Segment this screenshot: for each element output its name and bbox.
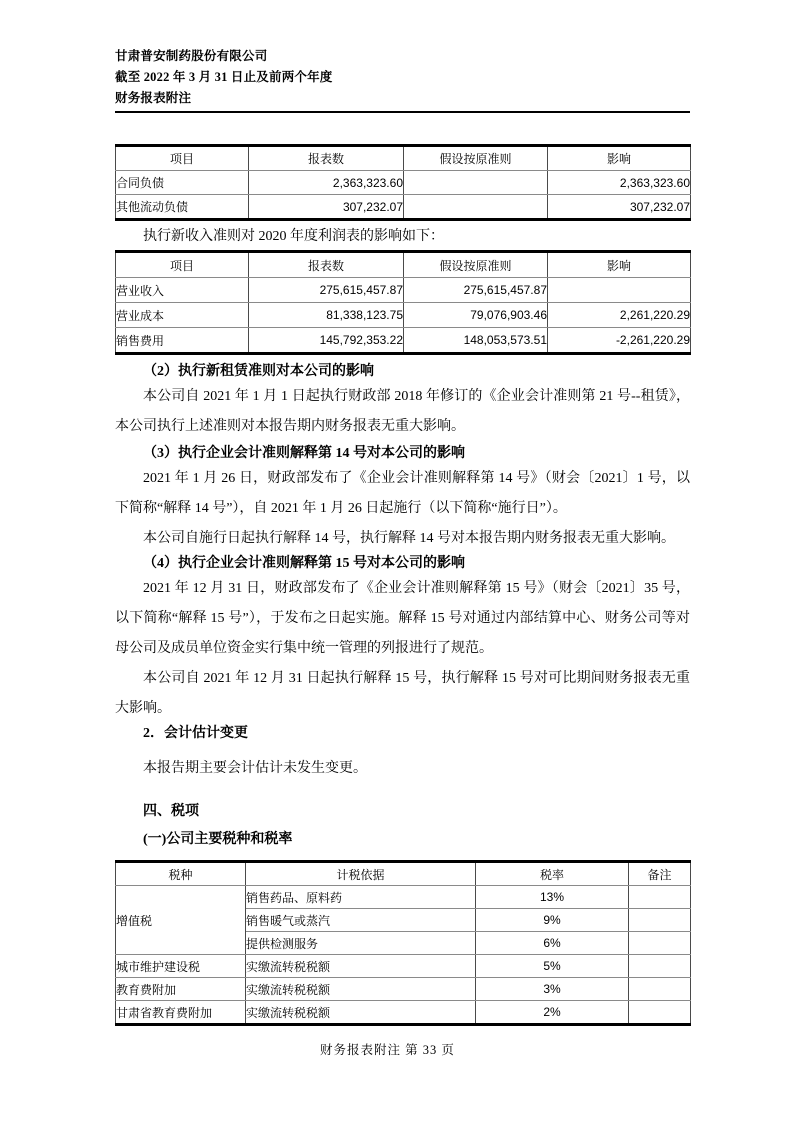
col-header-tax-basis: 计税依据 xyxy=(246,862,476,886)
cell-original: 148,053,573.51 xyxy=(404,328,548,354)
cell-reported: 307,232.07 xyxy=(249,195,404,220)
col-header-reported: 报表数 xyxy=(249,252,404,278)
paragraph-interp15-issue: 2021 年 12 月 31 日，财政部发布了《企业会计准则解释第 15 号》（财会〔2021〕35 号，以下简称“解释 15 号”），于发布之日起实施。解释 15 号对通过内部结算中心、财务公司等对母公司及成员单位资金实行集中统一管理的列报进行了规范。 xyxy=(115,581,690,656)
col-header-impact: 影响 xyxy=(548,146,691,171)
paragraph-interp14-issue: 2021 年 1 月 26 日，财政部发布了《企业会计准则解释第 14 号》（财会〔2021〕1 号，以下简称“解释 14 号”），自 2021 年 1 月 26 日起施行（以下简称“施行日”）。 xyxy=(115,471,690,516)
tax-type: 甘肃省教育费附加 xyxy=(116,1001,246,1025)
tax-rate: 9% xyxy=(476,909,629,932)
table-row xyxy=(116,978,691,1001)
tax-type-vat: 增值税 xyxy=(116,886,246,955)
table-header-row xyxy=(116,862,691,886)
table-header-row xyxy=(116,146,691,171)
tax-note xyxy=(629,909,691,932)
col-header-reported: 报表数 xyxy=(249,146,404,171)
tax-rate: 2% xyxy=(476,1001,629,1025)
tax-basis: 提供检测服务 xyxy=(246,932,476,955)
table-row xyxy=(116,1001,691,1025)
income-impact-table xyxy=(115,250,691,355)
table-row xyxy=(116,303,691,328)
cell-original: 79,076,903.46 xyxy=(404,303,548,328)
tax-basis: 实缴流转税税额 xyxy=(246,955,476,978)
cell-impact: 2,363,323.60 xyxy=(548,171,691,195)
tax-rate: 3% xyxy=(476,978,629,1001)
tax-type: 教育费附加 xyxy=(116,978,246,1001)
row-label: 销售费用 xyxy=(116,328,249,354)
header-rule xyxy=(115,111,690,113)
col-header-tax-type: 税种 xyxy=(116,862,246,886)
cell-original xyxy=(404,171,548,195)
row-label: 合同负债 xyxy=(116,171,249,195)
table-row xyxy=(116,328,691,354)
tax-basis: 实缴流转税税额 xyxy=(246,978,476,1001)
tax-rate: 6% xyxy=(476,932,629,955)
cell-reported: 145,792,353.22 xyxy=(249,328,404,354)
heading-interpretation-15: （4）执行企业会计准则解释第 15 号对本公司的影响 xyxy=(143,556,465,571)
cell-reported: 2,363,323.60 xyxy=(249,171,404,195)
heading-tax-section: 四、税项 xyxy=(143,804,199,819)
tax-note xyxy=(629,978,691,1001)
cell-reported: 275,615,457.87 xyxy=(249,278,404,303)
paragraph-interp14-effect: 本公司自施行日起执行解释 14 号，执行解释 14 号对本报告期内财务报表无重大影响。 xyxy=(143,531,675,546)
heading-accounting-estimate-change: 2．会计估计变更 xyxy=(143,726,248,741)
paragraph-estimate: 本报告期主要会计估计未发生变更。 xyxy=(143,761,367,776)
income-impact-intro: 执行新收入准则对 2020 年度利润表的影响如下： xyxy=(143,229,444,244)
row-label: 营业成本 xyxy=(116,303,249,328)
cell-impact: -2,261,220.29 xyxy=(548,328,691,354)
document-header xyxy=(115,0,690,109)
col-header-original: 假设按原准则 xyxy=(404,146,548,171)
heading-new-lease-standard: （2）执行新租赁准则对本公司的影响 xyxy=(143,364,374,379)
cell-original xyxy=(404,195,548,220)
tax-basis: 实缴流转税税额 xyxy=(246,1001,476,1025)
tax-basis: 销售药品、原料药 xyxy=(246,886,476,909)
tax-basis: 销售暖气或蒸汽 xyxy=(246,909,476,932)
document-title: 财务报表附注 xyxy=(115,91,192,105)
col-header-item: 项目 xyxy=(116,252,249,278)
paragraph-lease: 本公司自 2021 年 1 月 1 日起执行财政部 2018 年修订的《企业会计准则第 21 号--租赁》，本公司执行上述准则对本报告期内财务报表无重大影响。 xyxy=(115,389,690,434)
table-row xyxy=(116,955,691,978)
tax-type: 城市维护建设税 xyxy=(116,955,246,978)
tax-rate: 13% xyxy=(476,886,629,909)
cell-impact: 2,261,220.29 xyxy=(548,303,691,328)
row-label: 其他流动负债 xyxy=(116,195,249,220)
heading-interpretation-14: （3）执行企业会计准则解释第 14 号对本公司的影响 xyxy=(143,446,465,461)
tax-note xyxy=(629,1001,691,1025)
tax-note xyxy=(629,955,691,978)
heading-main-taxes: (一)公司主要税种和税率 xyxy=(143,832,293,847)
report-period: 截至 2022 年 3 月 31 日止及前两个年度 xyxy=(115,70,333,84)
page-footer: 财务报表附注 第 33 页 xyxy=(320,1043,455,1057)
col-header-tax-rate: 税率 xyxy=(476,862,629,886)
table-row xyxy=(116,171,691,195)
cell-reported: 81,338,123.75 xyxy=(249,303,404,328)
cell-original: 275,615,457.87 xyxy=(404,278,548,303)
col-header-impact: 影响 xyxy=(548,252,691,278)
tax-rate-table xyxy=(115,860,691,1026)
paragraph-interp15-effect: 本公司自 2021 年 12 月 31 日起执行解释 15 号，执行解释 15 号对可比期间财务报表无重大影响。 xyxy=(115,671,690,716)
page-content xyxy=(115,0,690,1026)
row-label: 营业收入 xyxy=(116,278,249,303)
table-row xyxy=(116,886,691,909)
tax-note xyxy=(629,886,691,909)
table-row xyxy=(116,195,691,220)
company-name: 甘肃普安制药股份有限公司 xyxy=(115,49,268,63)
col-header-item: 项目 xyxy=(116,146,249,171)
tax-note xyxy=(629,932,691,955)
col-header-original: 假设按原准则 xyxy=(404,252,548,278)
table-header-row xyxy=(116,252,691,278)
cell-impact xyxy=(548,278,691,303)
balance-impact-table xyxy=(115,144,691,221)
tax-rate: 5% xyxy=(476,955,629,978)
col-header-tax-note: 备注 xyxy=(629,862,691,886)
cell-impact: 307,232.07 xyxy=(548,195,691,220)
table-row xyxy=(116,278,691,303)
